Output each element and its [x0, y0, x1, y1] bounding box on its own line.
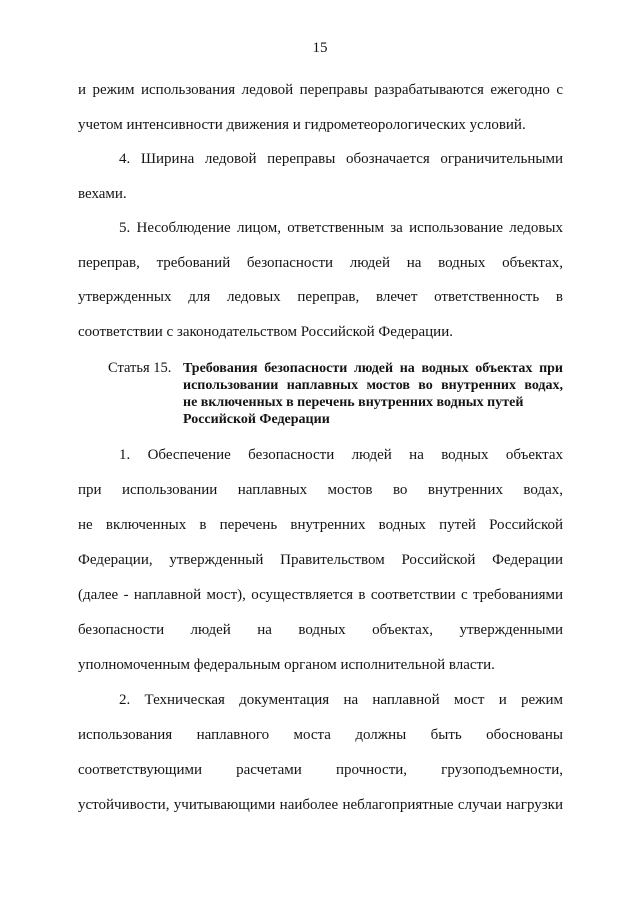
article-heading: [108, 360, 563, 428]
text-line: переправ, требований безопасности людей на водных объектах,: [78, 254, 563, 271]
paragraph-item-1: [78, 438, 563, 683]
text-line: Федерации, утвержденный Правительством Российской Федерации: [78, 551, 563, 568]
paragraph-continuation: [78, 73, 563, 142]
text-line: безопасности людей на водных объектах, утвержденными: [78, 621, 563, 638]
text-line: 5. Несоблюдение лицом, ответственным за использование ледовых: [119, 220, 563, 236]
text-line: и режим использования ледовой переправы разрабатываются ежегодно с: [78, 82, 563, 98]
paragraph-item-2: [78, 683, 563, 823]
text-line: при использовании наплавных мостов во внутренних водах,: [78, 481, 563, 498]
article-title: [183, 360, 563, 428]
text-line: уполномоченным федеральным органом исполнительной власти.: [78, 656, 495, 673]
article-label: Статья 15.: [108, 359, 172, 376]
text-line: соответствии с законодательством Российской Федерации.: [78, 323, 453, 340]
paragraph-item-4: [78, 142, 563, 211]
paragraph-item-5: [78, 211, 563, 349]
text-line: устойчивости, учитывающими наиболее неблагоприятные случаи нагрузки: [78, 796, 563, 813]
text-line: 1. Обеспечение безопасности людей на водных объектах: [119, 446, 563, 463]
text-line: не включенных в перечень внутренних водных путей Российской: [78, 516, 563, 533]
text-line: учетом интенсивности движения и гидрометеорологических условий.: [78, 116, 526, 133]
article-title-line: Требования безопасности людей на водных объектах при: [183, 360, 563, 376]
text-line: (далее - наплавной мост), осуществляется в соответствии с требованиями: [78, 586, 563, 603]
text-line: 4. Ширина ледовой переправы обозначается ограничительными: [119, 151, 563, 167]
article-title-line: использовании наплавных мостов во внутренних водах,: [183, 377, 563, 393]
text-line: соответствующими расчетами прочности, грузоподъемности,: [78, 761, 563, 778]
article-title-line: не включенных в перечень внутренних водных путей: [183, 394, 524, 410]
article-title-line: Российской Федерации: [183, 411, 330, 427]
text-line: 2. Техническая документация на наплавной мост и режим: [119, 691, 563, 708]
page-number: 15: [312, 40, 328, 56]
text-line: использования наплавного моста должны быть обоснованы: [78, 726, 563, 743]
text-line: вехами.: [78, 185, 127, 202]
body-text-top: [78, 73, 563, 349]
text-line: утвержденных для ледовых переправ, влечет ответственность в: [78, 289, 563, 305]
body-text-article-15: [78, 438, 563, 823]
